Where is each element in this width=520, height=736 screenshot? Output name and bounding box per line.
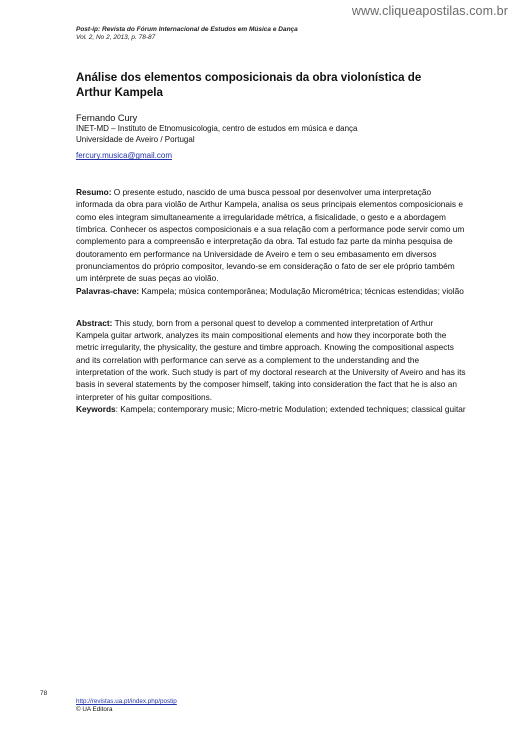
paper-title: Análise dos elementos composicionais da obra violonística de Arthur Kampela: [76, 71, 422, 99]
author-email-link[interactable]: fercury.musica@gmail.com: [76, 151, 172, 161]
resumo-paragraph: [76, 186, 468, 284]
author-name: Fernando Cury: [76, 113, 138, 123]
journal-header: [76, 26, 468, 42]
page-footer: [76, 698, 177, 714]
journal-volume: Vol. 2, No 2, 2013, p. 78-87: [76, 34, 156, 41]
watermark: www.cliqueapostilas.com.br: [351, 4, 508, 18]
abstract-label: Abstract:: [76, 317, 113, 328]
publisher-credit: © UA Editora: [76, 706, 113, 714]
journal-url-link[interactable]: http://revistas.ua.pt/index.php/postip: [76, 698, 177, 705]
keywords-text: : Kampela; contemporary music; Micro-metric Modulation; extended techniques; classical guitar: [115, 403, 466, 414]
palavras-chave-text: Kampela; música contemporânea; Modulação Micrométrica; técnicas estendidas; violão: [139, 285, 464, 296]
resumo-label: Resumo:: [76, 187, 112, 198]
keywords-line: [76, 403, 468, 415]
page-number: 78: [40, 690, 48, 697]
abstract-paragraph: [76, 317, 468, 403]
palavras-chave-line: [76, 285, 468, 297]
keywords-label: Keywords: [76, 403, 116, 414]
resumo-text: O presente estudo, nascido de uma busca pessoal por desenvolver uma interpretação informada da obra para violão de Arthur Kampela, analisa os seus principais elementos composicionais e como eles integram simultaneamente a irregularidade métrica, a fisicalidade, o gesto e a abordagem tímbrica. Conhecer os aspectos composicionais e a sua relação com a performance pode servir como um complemento para a compreensão e interpretação da obra. Tal estudo faz parte da minha pesquisa de doutoramento em performance na Universidade de Aveiro e tem o seu embasamento em diversos pronunciamentos do próprio compositor, levando-se em consideração o fato de ser ele próprio também um intérprete de suas peças ao violão.: [76, 187, 465, 284]
abstract-text: This study, born from a personal quest to develop a commented interpretation of Arthur Kampela guitar artwork, analyzes its main compositional elements and how they incorporate both the metric irregularity, the physicality, the gesture and timbre approach. Knowing the compositional aspects and its correlation with performance can serve as a complement to the understanding and the interpretation of the work. Such study is part of my doctoral research at the University of Aveiro and has its basis in several statements by the composer himself, taking into consideration the fact that he is also an interpreter of his guitar compositions.: [76, 317, 466, 402]
palavras-chave-label: Palavras-chave:: [76, 285, 140, 296]
author-affiliation-university: Universidade de Aveiro / Portugal: [76, 134, 195, 144]
paper-page: [76, 26, 468, 415]
journal-title: Post-ip: Revista do Fórum Internacional de Estudos em Música e Dança: [76, 26, 298, 33]
author-affiliation-institute: INET-MD – Instituto de Etnomusicologia, centro de estudos em música e dança: [76, 124, 358, 133]
